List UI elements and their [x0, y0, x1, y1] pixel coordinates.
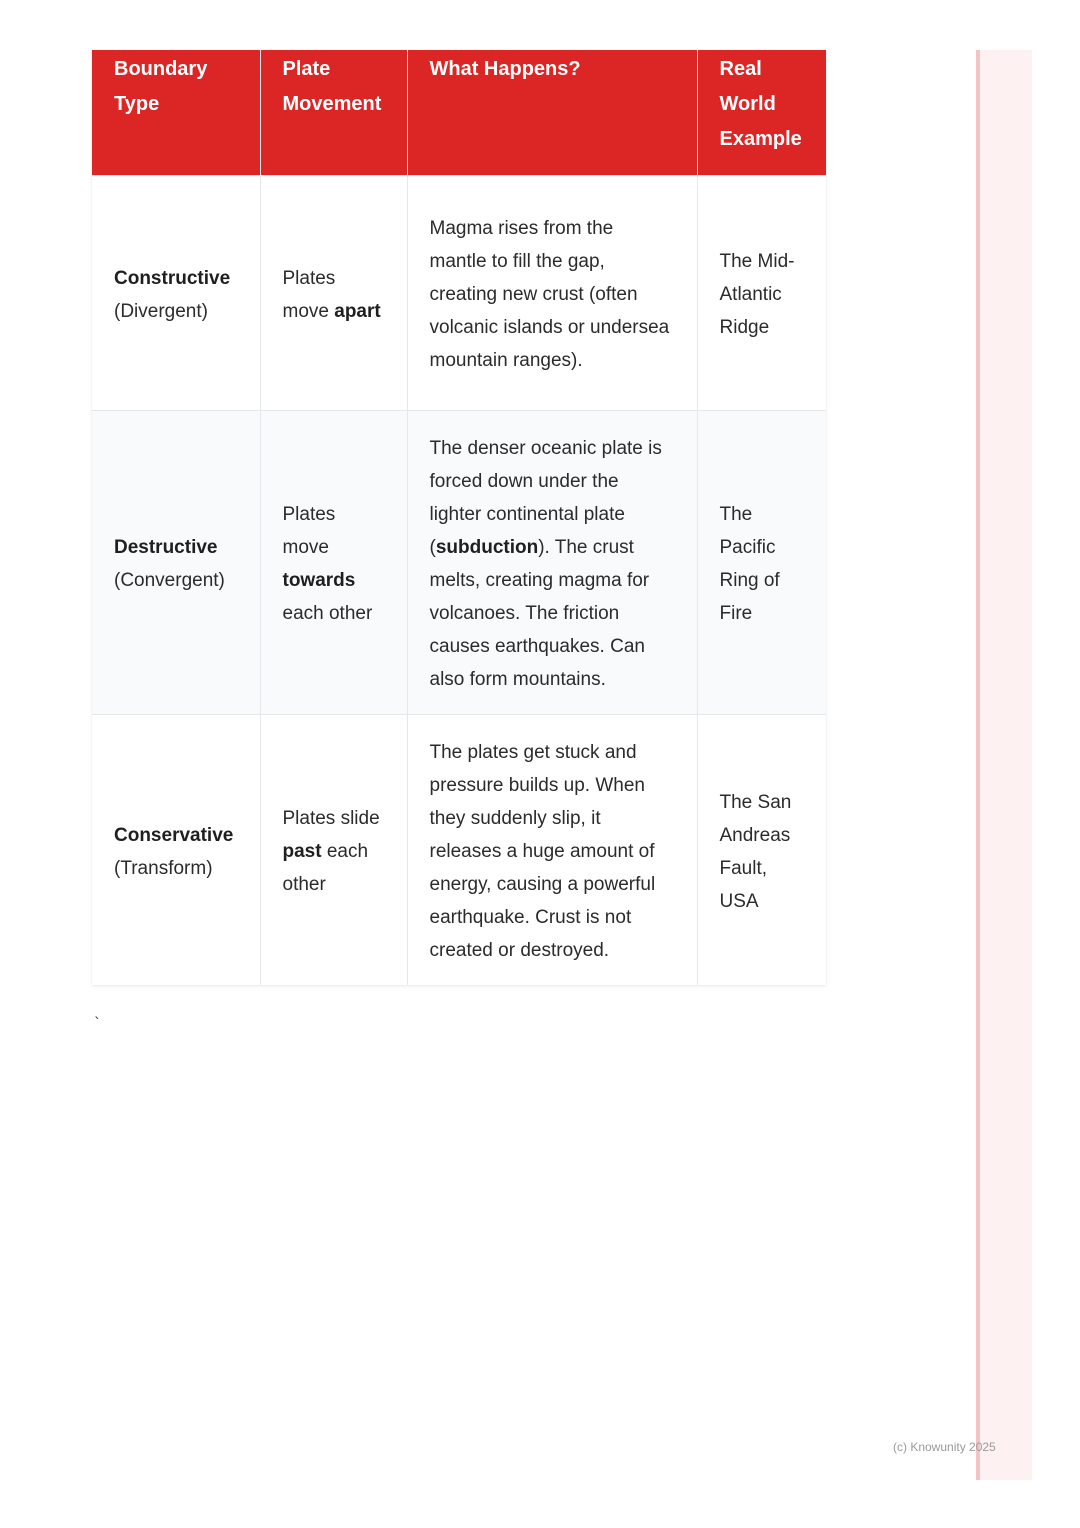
- boundary-subtype: (Transform): [114, 857, 213, 879]
- cell-plate-movement: [260, 411, 407, 715]
- copyright-footer: (c) Knowunity 2025: [893, 1440, 996, 1454]
- movement-keyword: apart: [334, 300, 381, 322]
- page-margin-line: [976, 50, 980, 1480]
- movement-text: Plates move: [282, 267, 336, 322]
- cell-plate-movement: [260, 715, 407, 986]
- cell-what-happens: [407, 715, 697, 986]
- header-what-happens: What Happens?: [407, 50, 697, 176]
- cell-real-world-example: The San Andreas Fault, USA: [697, 715, 826, 986]
- stray-backtick-mark: `: [94, 1016, 101, 1032]
- movement-text: Plates slide: [282, 808, 380, 829]
- happens-text: The plates get stuck and pressure builds up. When they suddenly slip, it releases a huge amount of energy, causing a powerful earthquake. Crust is not created or destroyed.: [429, 742, 656, 961]
- happens-text-end: ). The crust melts, creating magma for volcanoes. The friction causes earthquakes. Can also form mountains.: [429, 537, 650, 690]
- movement-keyword: past: [282, 841, 322, 862]
- page-margin-strip: [976, 50, 1032, 1480]
- happens-text: Magma rises from the mantle to fill the gap, creating new crust (often volcanic islands or undersea mountain ranges).: [429, 218, 670, 371]
- cell-boundary-type: [92, 176, 260, 411]
- cell-what-happens: [407, 176, 697, 411]
- table-row: [92, 715, 826, 986]
- happens-text: The denser oceanic plate is forced down under the lighter continental plate (: [429, 438, 662, 558]
- cell-boundary-type: [92, 411, 260, 715]
- boundary-name: Constructive: [114, 267, 231, 289]
- movement-text: Plates move: [282, 504, 336, 558]
- cell-what-happens: [407, 411, 697, 715]
- cell-real-world-example: The Pacific Ring of Fire: [697, 411, 826, 715]
- boundary-subtype: (Convergent): [114, 570, 225, 591]
- table-row: [92, 411, 826, 715]
- movement-keyword: towards: [282, 570, 356, 591]
- table-row: [92, 176, 826, 411]
- movement-text-end: each other: [282, 603, 373, 624]
- boundary-name: Conservative: [114, 824, 234, 846]
- table-header-row: [92, 50, 826, 176]
- movement-text-end: each other: [282, 841, 369, 895]
- header-plate-movement: Plate Movement: [260, 50, 407, 176]
- header-boundary-type: Boundary Type: [92, 50, 260, 176]
- header-real-world-example: Real World Example: [697, 50, 826, 176]
- cell-real-world-example: The Mid-Atlantic Ridge: [697, 176, 826, 411]
- boundary-name: Destructive: [114, 537, 218, 558]
- boundary-subtype: (Divergent): [114, 300, 208, 322]
- boundary-table-container: [92, 50, 826, 985]
- happens-keyword: subduction: [435, 537, 539, 558]
- plate-boundaries-table: [92, 50, 826, 985]
- cell-boundary-type: [92, 715, 260, 986]
- cell-plate-movement: [260, 176, 407, 411]
